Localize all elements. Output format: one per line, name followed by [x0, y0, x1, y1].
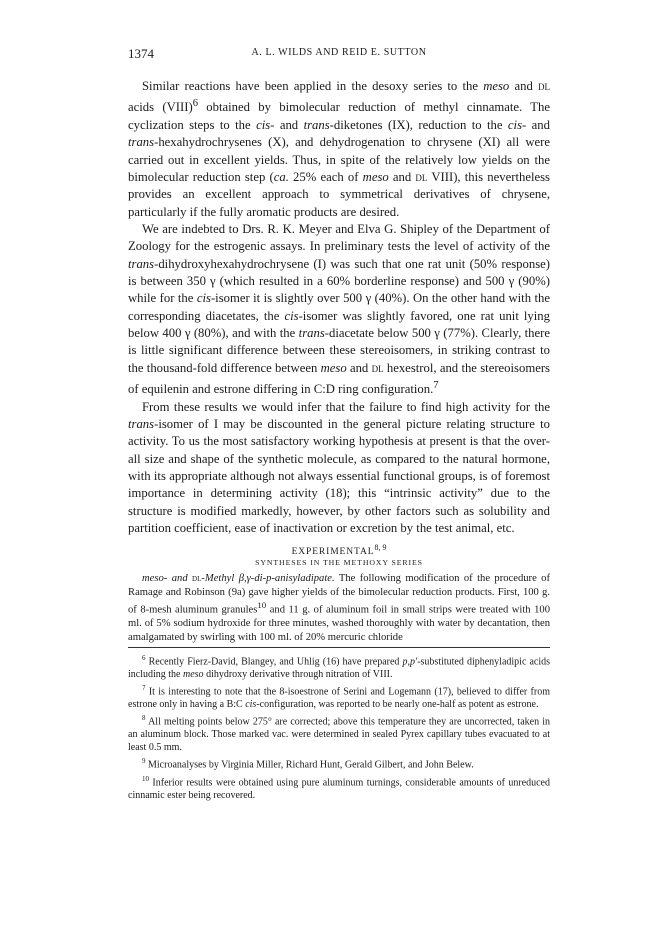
journal-page [128, 46, 550, 803]
subsection-heading: SYNTHESES IN THE METHOXY SERIES [255, 558, 423, 568]
body-paragraph-estrogenic-assays: We are indebted to Drs. R. K. Meyer and Elva G. Shipley of the Department of Zoology for the estrogenic assays. In preliminary tests the level of activity of the trans-dihydroxyhexahydrochrysene (I) was such that one rat unit (50% response) is between 350 γ (which resulted in a 60% borderline response) and 500 γ (90%) while for the cis-isomer it is slightly over 500 γ (40%). On the other hand with the corresponding diacetates, the cis-isomer was slightly favored, one rat unit lying below 400 γ (80%), and with the trans-diacetate below 500 γ (77%). Clearly, there is little significant difference between these stereoisomers, in striking contrast to the thousand-fold difference between meso and dl hexestrol, and the stereoisomers of equilenin and estrone differing in C:D ring configuration.$^7$ [128, 221, 551, 397]
footnote-10: $^{10}$ Inferior results were obtained using pure aluminum turnings, considerable amounts of unreduced cinnamic ester being recovered. [128, 774, 550, 801]
experimental-paragraph: meso- and dl-Methyl β,γ-di-p-anisyladipate. The following modification of the procedure of Ramage and Robinson (9a) gave higher yields of the bimolecular reduction products. First, 100 g. of 8-mesh aluminum granules$^{10}$ and 11 g. of aluminum foil in small strips were treated with 100 ml. of 5% sodium hydroxide for three minutes, washed thoroughly with water by decantation, then amalgamated by swirling with 100 ml. of 20% mercuric chloride [128, 573, 551, 643]
footnote-8: $^8$ All melting points below 275° are corrected; above this temperature they are uncorrected, taken in an aluminum block. Those marked vac. were determined in sealed Pyrex capillary tubes evacuated to at least 0.5 mm. [128, 714, 550, 754]
page-number: 1374 [128, 46, 154, 61]
footnote-9: $^9$ Microanalyses by Virginia Miller, Richard Hunt, Gerald Gilbert, and John Belew. [142, 757, 474, 771]
footnote-7: $^7$ It is interesting to note that the 8-isoestrone of Serini and Logemann (17), believed to differ from estrone only in having a B:C cis-configuration, was reported to be nearly one-half as potent as estrone. [128, 684, 550, 711]
reference-marker: 6 [192, 98, 198, 110]
body-paragraph-hypothesis: From these results we would infer that the failure to find high activity for the trans-isomer of I may be discounted in the general picture relating structure to activity. To us the most satisfactory working hypothesis at present is that the over-all size and shape of the synthetic molecule, as compared to the natural hormone, with its appropriate although not always essential functional groups, is of foremost importance in determining activity (18); this “intrinsic activity” due to the structure is modified markedly, however, by other factors such as solubility and partition coefficient, ease of inactivation or excretion by the test animal, etc. [128, 399, 550, 536]
reference-marker: 10 [257, 600, 267, 611]
body-paragraph-desoxy-series: Similar reactions have been applied in the desoxy series to the meso and dl acids (VIII)$^6$ obtained by bimolecular reduction of methyl cinnamate. The cyclization steps to the cis- and trans-diketones (IX), reduction to the cis- and trans-hexahydrochrysenes (X), and dehydrogenation to chrysene (XI) all were carried out in excellent yields. Thus, in spite of the relatively low yields on the bimolecular reduction step (ca. 25% each of meso and dl VIII), this nevertheless provides an excellent approach to symmetrical derivatives of chrysene, particularly if the fully aromatic products are desired. [128, 79, 550, 219]
page-header [128, 46, 550, 66]
section-heading-experimental: EXPERIMENTAL$^{8, 9}$ [291, 543, 387, 558]
footnote-divider [128, 647, 550, 648]
running-head: A. L. WILDS AND REID E. SUTTON [251, 47, 427, 58]
reference-marker: 7 [433, 380, 439, 392]
reference-marker: 8, 9 [374, 543, 387, 553]
footnote-6: $^6$ Recently Fierz-David, Blangey, and Uhlig (16) have prepared p,p′-substituted diphenyladipic acids including the meso dihydroxy derivative through nitration of VIII. [128, 653, 551, 681]
